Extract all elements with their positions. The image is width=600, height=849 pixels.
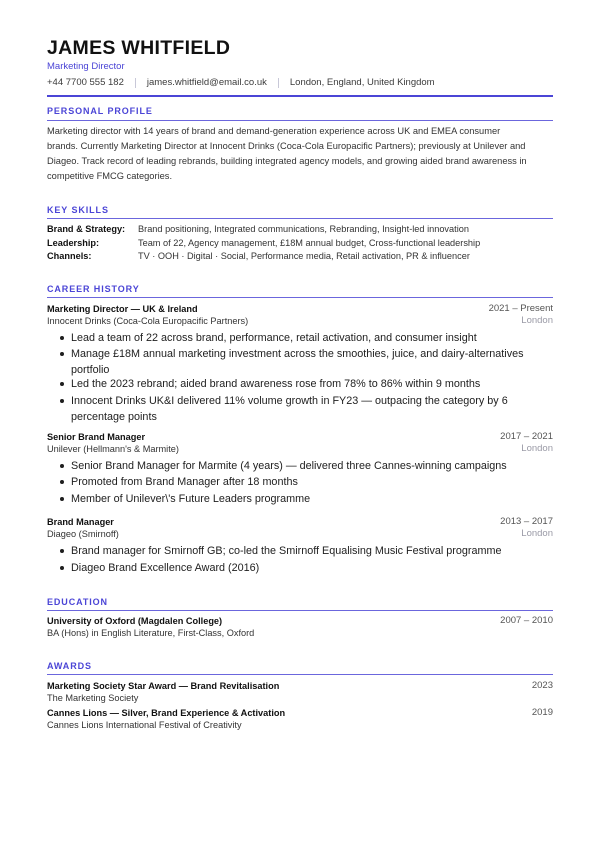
section-title-education: EDUCATION [47, 597, 108, 607]
bullet-text: Brand manager for Smirnoff GB; co-led the Smirnoff Equalising Music Festival programme [71, 545, 502, 557]
bullet-dot [60, 399, 64, 403]
job-dates: 2021 – Present [488, 303, 553, 314]
award-title: Cannes Lions — Silver, Brand Experience & Activation [47, 708, 286, 718]
section-title-skills: KEY SKILLS [47, 205, 109, 215]
award-year: 2019 [531, 707, 553, 718]
contact-line [47, 77, 435, 89]
bullet-text: percentage points [71, 411, 157, 423]
bullet-text: Diageo Brand Excellence Award (2016) [71, 562, 260, 574]
bullet-text: Promoted from Brand Manager after 18 months [71, 476, 298, 488]
education-detail: BA (Hons) in English Literature, First-Class, Oxford [47, 628, 255, 638]
job-bullet [71, 330, 551, 346]
job-organisation: Innocent Drinks (Coca-Cola Europacific Partners) [47, 316, 249, 326]
bullet-dot [60, 382, 64, 386]
location: London, England, United Kingdom [289, 77, 435, 88]
section-rule [47, 610, 553, 611]
bullet-dot [60, 566, 64, 570]
bullet-dot [60, 549, 64, 553]
bullet-text: Senior Brand Manager for Marmite (4 years) — delivered three Cannes-winning campaigns [71, 460, 507, 472]
profile-line: brands. Currently Marketing Director at Innocent Drinks (Coca-Cola Europacific Partners); previously at Unilever and [47, 141, 526, 151]
skill-label: Leadership: [47, 238, 100, 248]
job-dates: 2013 – 2017 [500, 516, 553, 527]
bullet-text: Manage £18M annual marketing investment across the smoothies, juice, and dairy-alternatives [71, 348, 524, 360]
education-title: University of Oxford (Magdalen College) [47, 616, 223, 626]
bullet-text: Innocent Drinks UK&I delivered 11% volume growth in FY23 — outpacing the category by 6 [71, 395, 508, 407]
profile-line: Marketing director with 14 years of brand and demand-generation experience across UK and EMEA consumer [47, 126, 501, 136]
section-title-awards: AWARDS [47, 661, 92, 671]
bullet-dot [60, 336, 64, 340]
job-title: Senior Brand Manager [47, 432, 146, 442]
job-location: London [521, 528, 553, 539]
job-organisation: Unilever (Hellmann's & Marmite) [47, 444, 179, 454]
email-address: james.whitfield@email.co.uk [146, 77, 267, 88]
job-bullet [71, 346, 551, 378]
award-year: 2023 [531, 680, 553, 691]
bullet-text: Lead a team of 22 across brand, performance, retail activation, and consumer insight [71, 332, 477, 344]
skill-label: Channels: [47, 251, 92, 261]
contact-divider [135, 78, 136, 88]
job-bullet [71, 474, 551, 490]
job-bullet [71, 543, 551, 559]
job-title: Marketing Director — UK & Ireland [47, 304, 198, 314]
award-detail: Cannes Lions International Festival of Creativity [47, 720, 242, 730]
bullet-text: portfolio [71, 364, 110, 376]
section-rule [47, 297, 553, 298]
job-bullet [71, 458, 551, 474]
bullet-dot [60, 497, 64, 501]
job-location: London [521, 315, 553, 326]
candidate-role: Marketing Director [47, 61, 125, 72]
bullet-dot [60, 464, 64, 468]
job-bullet [71, 560, 551, 576]
job-dates: 2017 – 2021 [500, 431, 553, 442]
header-divider [47, 95, 553, 97]
job-bullet [71, 491, 551, 507]
contact-divider [278, 78, 279, 88]
section-rule [47, 674, 553, 675]
job-bullet [71, 376, 551, 392]
skill-value: Brand positioning, Integrated communications, Rebranding, Insight-led innovation [138, 224, 469, 234]
section-title-profile: PERSONAL PROFILE [47, 106, 153, 116]
bullet-text: Member of Unilever\'s Future Leaders programme [71, 493, 311, 505]
job-organisation: Diageo (Smirnoff) [47, 529, 119, 539]
profile-line: competitive FMCG categories. [47, 171, 173, 181]
profile-line: Diageo. Track record of leading rebrands, building integrated agency models, and growing aided brand awareness in [47, 156, 527, 166]
job-bullet [71, 393, 551, 425]
bullet-text: Led the 2023 rebrand; aided brand awareness rose from 78% to 86% within 9 months [71, 378, 481, 390]
skill-value: TV · OOH · Digital · Social, Performance media, Retail activation, PR & influencer [138, 251, 470, 261]
award-title: Marketing Society Star Award — Brand Revitalisation [47, 681, 280, 691]
job-location: London [521, 443, 553, 454]
job-title: Brand Manager [47, 517, 114, 527]
phone-number: +44 7700 555 182 [47, 77, 124, 88]
bullet-dot [60, 352, 64, 356]
section-title-career: CAREER HISTORY [47, 284, 140, 294]
award-detail: The Marketing Society [47, 693, 139, 703]
bullet-dot [60, 480, 64, 484]
profile-text [47, 124, 553, 184]
candidate-name: JAMES WHITFIELD [47, 37, 231, 59]
skill-label: Brand & Strategy: [47, 224, 126, 234]
skill-value: Team of 22, Agency management, £18M annual budget, Cross-functional leadership [138, 238, 481, 248]
education-dates: 2007 – 2010 [500, 615, 553, 626]
section-rule [47, 218, 553, 219]
section-rule [47, 120, 553, 121]
